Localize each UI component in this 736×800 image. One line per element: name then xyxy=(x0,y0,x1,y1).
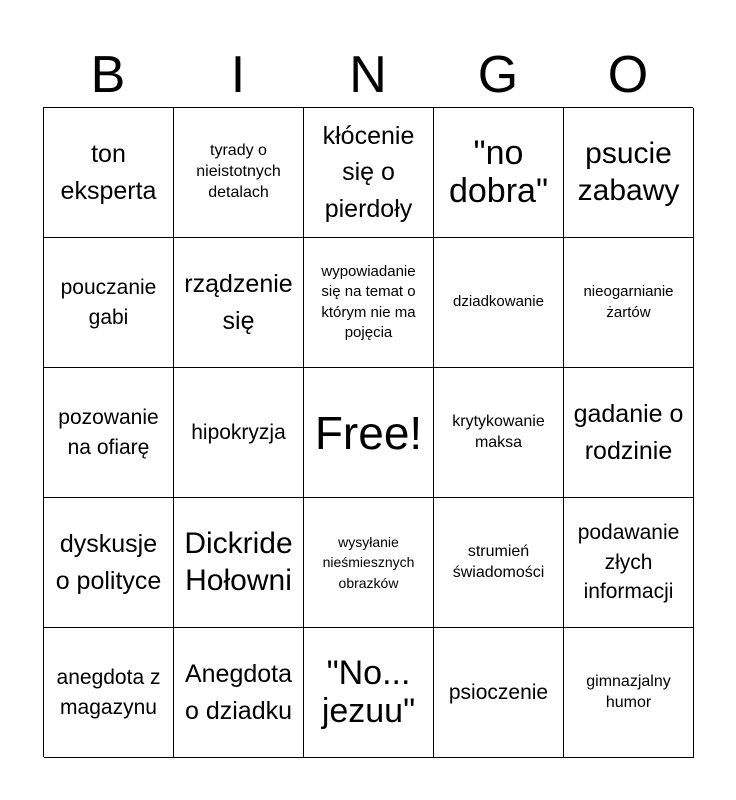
bingo-cell[interactable]: "no dobra" xyxy=(434,108,564,238)
bingo-cell[interactable]: tyrady o nieistotnych detalach xyxy=(174,108,304,238)
bingo-header xyxy=(43,44,693,106)
bingo-cell[interactable]: psioczenie xyxy=(434,628,564,758)
bingo-board xyxy=(43,107,693,757)
bingo-cell[interactable]: "No... jezuu" xyxy=(304,628,434,758)
free-space-cell[interactable]: Free! xyxy=(304,368,434,498)
bingo-cell[interactable]: pouczanie gabi xyxy=(44,238,174,368)
bingo-cell[interactable]: krytykowanie maksa xyxy=(434,368,564,498)
bingo-cell[interactable]: dyskusje o polityce xyxy=(44,498,174,628)
bingo-cell[interactable]: anegdota z magazynu xyxy=(44,628,174,758)
bingo-cell[interactable]: gadanie o rodzinie xyxy=(564,368,694,498)
bingo-cell[interactable]: kłócenie się o pierdoły xyxy=(304,108,434,238)
bingo-cell[interactable]: pozowanie na ofiarę xyxy=(44,368,174,498)
bingo-cell[interactable]: ton eksperta xyxy=(44,108,174,238)
header-letter-o: O xyxy=(607,46,649,104)
bingo-cell[interactable]: rządzenie się xyxy=(174,238,304,368)
header-letter-n: N xyxy=(349,46,387,104)
bingo-cell[interactable]: strumień świadomości xyxy=(434,498,564,628)
bingo-cell[interactable]: Dickride Hołowni xyxy=(174,498,304,628)
bingo-cell[interactable]: wypowiadanie się na temat o którym nie ma pojęcia xyxy=(304,238,434,368)
bingo-cell[interactable]: Anegdota o dziadku xyxy=(174,628,304,758)
bingo-cell[interactable]: hipokryzja xyxy=(174,368,304,498)
header-letter-g: G xyxy=(477,46,519,104)
bingo-cell[interactable]: wysyłanie nieśmiesznych obrazków xyxy=(304,498,434,628)
header-letter-b: B xyxy=(90,46,126,104)
bingo-cell[interactable]: podawanie złych informacji xyxy=(564,498,694,628)
bingo-cell[interactable]: dziadkowanie xyxy=(434,238,564,368)
bingo-cell[interactable]: psucie zabawy xyxy=(564,108,694,238)
header-letter-i: I xyxy=(230,46,246,104)
bingo-cell[interactable]: gimnazjalny humor xyxy=(564,628,694,758)
bingo-cell[interactable]: nieogarnianie żartów xyxy=(564,238,694,368)
